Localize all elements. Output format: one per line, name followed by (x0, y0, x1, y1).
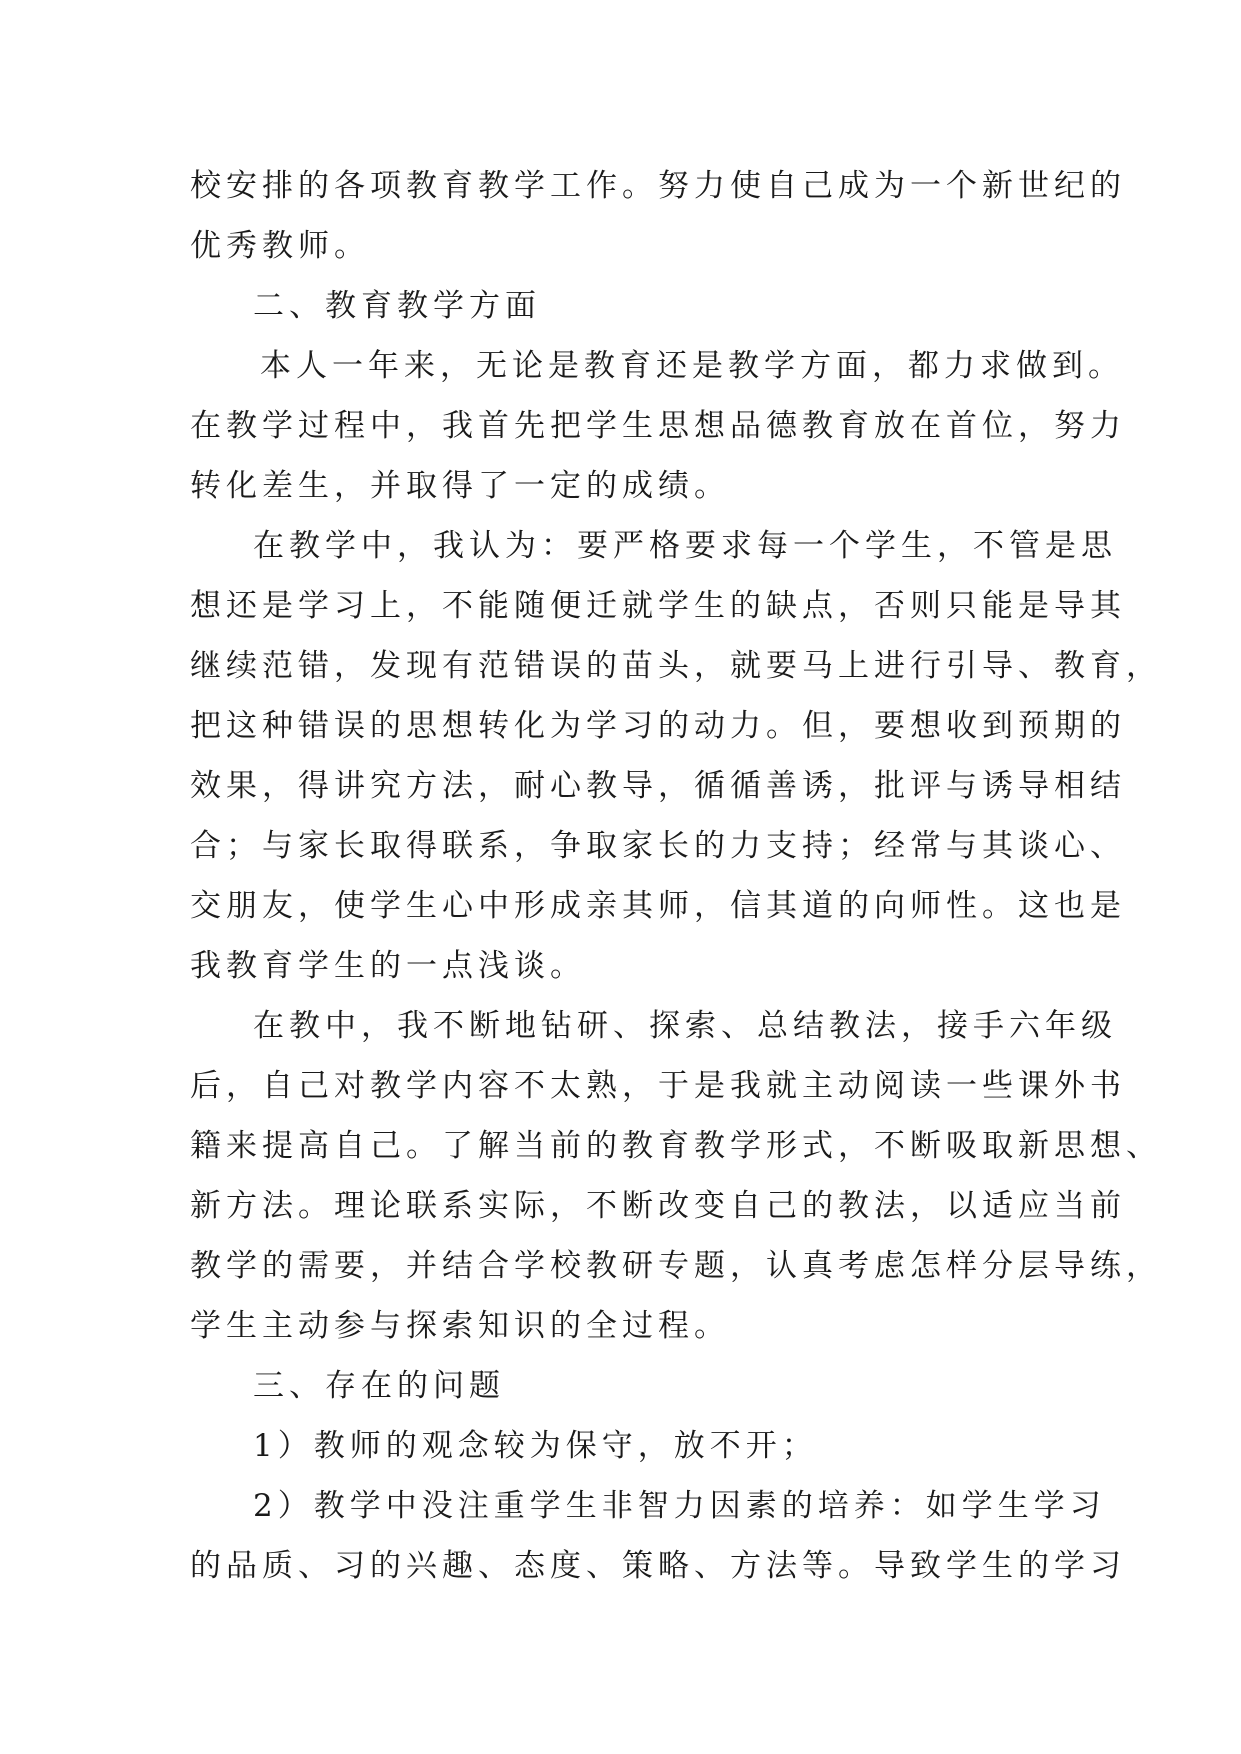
document-body (190, 156, 1162, 1596)
paragraph-start-line: 本人一年来，无论是教育还是教学方面，都力求做到。 (260, 348, 1124, 384)
text-line: 优秀教师。 (190, 228, 370, 264)
text-line: 交朋友，使学生心中形成亲其师，信其道的向师性。这也是 (190, 888, 1126, 924)
list-item: 1）教师的观念较为保守，放不开； (253, 1428, 818, 1464)
text-line: 把这种错误的思想转化为学习的动力。但，要想收到预期的 (190, 708, 1126, 744)
text-line: 教学的需要，并结合学校教研专题，认真考虑怎样分层导练， (190, 1248, 1162, 1284)
text-line: 新方法。理论联系实际，不断改变自己的教法，以适应当前 (190, 1188, 1126, 1224)
paragraph-start-line: 在教学中，我认为：要严格要求每一个学生，不管是思 (253, 528, 1117, 564)
text-line: 校安排的各项教育教学工作。努力使自己成为一个新世纪的 (190, 168, 1126, 204)
text-line: 效果，得讲究方法，耐心教导，循循善诱，批评与诱导相结 (190, 768, 1126, 804)
section-heading: 三、存在的问题 (253, 1368, 505, 1404)
text-line: 的品质、习的兴趣、态度、策略、方法等。导致学生的学习 (190, 1548, 1126, 1584)
text-line: 在教学过程中，我首先把学生思想品德教育放在首位，努力 (190, 408, 1126, 444)
text-line: 我教育学生的一点浅谈。 (190, 948, 586, 984)
section-heading: 二、教育教学方面 (253, 288, 541, 324)
list-item: 2）教学中没注重学生非智力因素的培养：如学生学习 (253, 1488, 1106, 1524)
text-line: 想还是学习上，不能随便迁就学生的缺点，否则只能是导其 (190, 588, 1126, 624)
text-line: 籍来提高自己。了解当前的教育教学形式，不断吸取新思想、 (190, 1128, 1162, 1164)
text-line: 后，自己对教学内容不太熟，于是我就主动阅读一些课外书 (190, 1068, 1126, 1104)
paragraph-start-line: 在教中，我不断地钻研、探索、总结教法，接手六年级 (253, 1008, 1117, 1044)
text-line: 转化差生，并取得了一定的成绩。 (190, 468, 730, 504)
text-line: 学生主动参与探索知识的全过程。 (190, 1308, 730, 1344)
text-line: 继续范错，发现有范错误的苗头，就要马上进行引导、教育， (190, 648, 1162, 684)
text-line: 合；与家长取得联系，争取家长的力支持；经常与其谈心、 (190, 828, 1126, 864)
